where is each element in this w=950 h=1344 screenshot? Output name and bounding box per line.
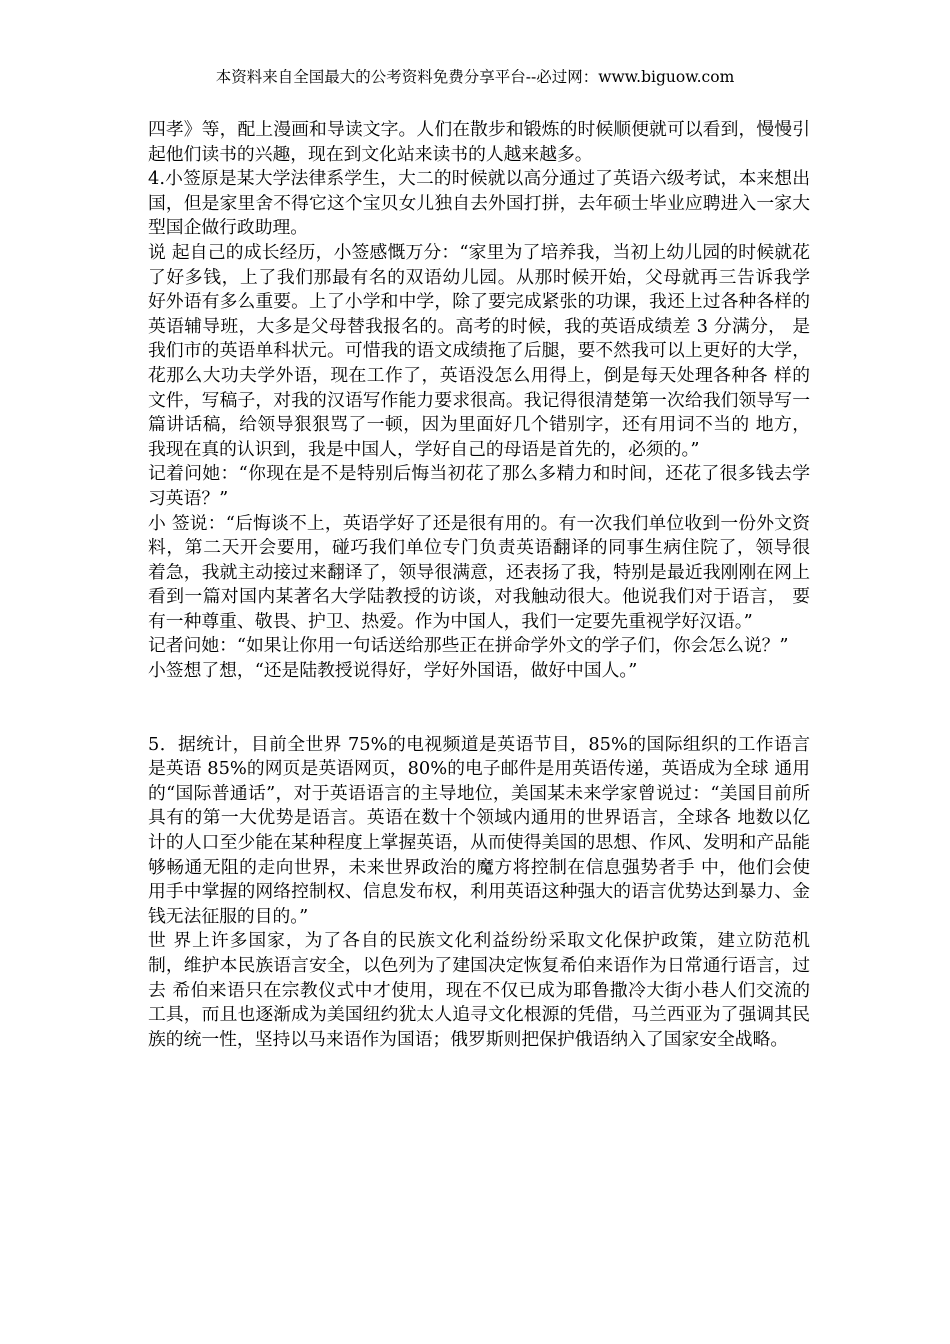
- paragraph-xiaoqian-reply: 小签想了想，“还是陆教授说得好，学好外国语，做好中国人。”: [148, 660, 638, 682]
- paragraph-reporter-question-1: 记着问她：“你现在是不是特别后悔当初花了那么多精力和时间，还花了很多钱去学习英语？”: [148, 463, 810, 509]
- page-header: [0, 66, 950, 88]
- paragraph-item-4-intro: 4.小签原是某大学法律系学生，大二的时候就以高分通过了英语六级考试，本来想出国，但是家里舍不得它这个宝贝女儿独自去外国打拼，去年硕士毕业应聘进入一家大型国企做行政助理。: [148, 168, 810, 239]
- article-body: [148, 118, 810, 1052]
- source-line: 本资料来自全国最大的公考资料免费分享平台--必过网：www.biguow.com: [215, 68, 735, 86]
- paragraph-xiaoqian-story: 说 起自己的成长经历，小签感慨万分：“家里为了培养我，当初上幼儿园的时候就花了好多钱，上了我们那最有名的双语幼儿园。从那时候开始，父母就再三告诉我学 好外语有多么重要。上了小学和中学，除了要完成紧张的功课，我还上过各种各样的英语辅导班，大多是父母替我报名的。高考的时候，我的英语成绩差 3 分满分， 是我们市的英语单科状元。可惜我的语文成绩拖了后腿，要不然我可以上更好的大学，花那么大功夫学外语，现在工作了，英语没怎么用得上，倒是每天处理各种各 样的文件，写稿子，对我的汉语写作能力要求很高。我记得很清楚第一次给我们领导写一篇讲话稿，给领导狠狠骂了一顿，因为里面好几个错别字，还有用词不当的 地方，我现在真的认识到，我是中国人，学好自己的母语是首先的，必须的。”: [148, 241, 810, 460]
- paragraph-language-protection: 世 界上许多国家，为了各自的民族文化利益纷纷采取文化保护政策，建立防范机制，维护本民族语言安全，以色列为了建国决定恢复希伯来语作为日常通行语言，过去 希伯来语只在宗教仪式中才使用，现在不仅已成为耶鲁撒冷大街小巷人们交流的工具，而且也逐渐成为美国纽约犹太人追寻文化根源的凭借，马兰西亚为了强调其民 族的统一性，坚持以马来语作为国语；俄罗斯则把保护俄语纳入了国家安全战略。: [148, 930, 810, 1050]
- paragraph-item-5-statistics: 5．据统计，目前全世界 75%的电视频道是英语节目，85%的国际组织的工作语言是英语 85%的网页是英语网页，80%的电子邮件是用英语传递，英语成为全球 通用的“国际普通话”，对于英语语言的主导地位，美国某未来学家曾说过：“美国目前所具有的第一大优势是语言。英语在数十个领域内通用的世界语言，全球各 地数以亿计的人口至少能在某种程度上掌握英语，从而使得美国的思想、作风、发明和产品能够畅通无阻的走向世界，未来世界政治的魔方将控制在信息强势者手 中，他们会使用手中掌握的网络控制权、信息发布权，利用英语这种强大的语言优势达到暴力、金钱无法征服的目的。”: [148, 733, 810, 927]
- paragraph-reporter-question-2: 记者问她：“如果让你用一句话送给那些正在拼命学外文的学子们，你会怎么说？”: [148, 635, 789, 657]
- paragraph-xiaoqian-answer: 小 签说：“后悔谈不上，英语学好了还是很有用的。有一次我们单位收到一份外文资料，第二天开会要用，碰巧我们单位专门负责英语翻译的同事生病住院了，领导很 着急，我就主动接过来翻译了，领导很满意，还表扬了我，特别是最近我刚刚在网上看到一篇对国内某著名大学陆教授的访谈，对我触动很大。他说我们对于语言， 要有一种尊重、敬畏、护卫、热爱。作为中国人，我们一定要先重视学好汉语。”: [148, 512, 810, 632]
- paragraph-continuation: 四孝》等，配上漫画和导读文字。人们在散步和锻炼的时候顺便就可以看到，慢慢引起他们读书的兴趣，现在到文化站来读书的人越来越多。: [148, 119, 810, 165]
